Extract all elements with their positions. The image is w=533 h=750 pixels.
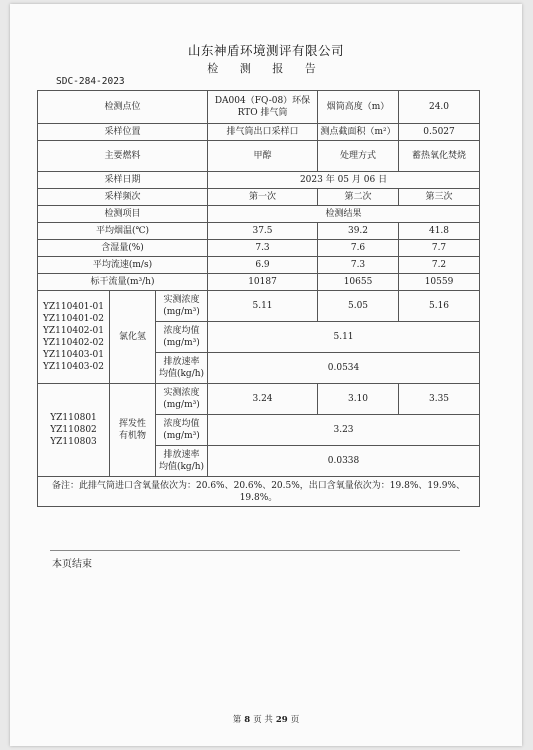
table-row [38,124,480,141]
report-type: 检 测 报 告 [207,62,325,75]
cell-label: 平均流速(m/s) [38,257,208,274]
cell-value: 41.8 [399,223,480,240]
pollutant-name: 氯化氢 [110,291,156,384]
cell-value: 排气筒出口采样口 [208,124,318,141]
cell-value: 3.35 [399,384,480,415]
cell-label: 排放速率 均值(kg/h) [156,353,208,384]
cell-label: 浓度均值 (mg/m³) [156,415,208,446]
table-row [38,141,480,172]
cell-value: DA004（FQ-08）环保RTO 排气筒 [208,91,318,124]
cell-value: 第二次 [318,189,399,206]
table-row [38,172,480,189]
table-row [38,477,480,507]
cell-value: 5.05 [318,291,399,322]
cell-value: 7.6 [318,240,399,257]
report-number: SDC-284-2023 [56,76,125,87]
test-results-table [37,90,480,507]
sample-ids: YZ110801 YZ110802 YZ110803 [38,384,110,477]
table-row [38,384,480,415]
cell-label: 含湿量(%) [38,240,208,257]
sample-ids: YZ110401-01 YZ110401-02 YZ110402-01 YZ110402-02 YZ110403-01 YZ110403-02 [38,291,110,384]
cell-value: 甲醇 [208,141,318,172]
cell-label: 采样位置 [38,124,208,141]
company-name: 山东神盾环境测评有限公司 [187,43,344,58]
cell-label: 实测浓度 (mg/m³) [156,384,208,415]
cell-value: 2023 年 05 月 06 日 [208,172,480,189]
cell-value: 6.9 [208,257,318,274]
cell-value: 7.7 [399,240,480,257]
total-pages: 29 [275,715,288,725]
table-row [38,206,480,223]
cell-label: 浓度均值 (mg/m³) [156,322,208,353]
table-row [38,223,480,240]
table-row [38,189,480,206]
cell-value: 10655 [318,274,399,291]
footer-middle: 页 共 [253,715,273,725]
cell-label: 检测点位 [38,91,208,124]
cell-value: 7.2 [399,257,480,274]
cell-label: 标干流量(m³/h) [38,274,208,291]
cell-label: 检测项目 [38,206,208,223]
cell-value: 第一次 [208,189,318,206]
cell-value: 0.0534 [208,353,480,384]
cell-value: 3.24 [208,384,318,415]
remark: 备注：此排气筒进口含氧量依次为：20.6%、20.6%、20.5%，出口含氧量依次为：19.8%、19.9%、19.8%。 [38,477,480,507]
cell-value: 0.0338 [208,446,480,477]
cell-label: 采样日期 [38,172,208,189]
page-footer [10,713,522,725]
cell-value: 第三次 [399,189,480,206]
page-number: 8 [244,715,251,725]
table-row [38,91,480,124]
footer-prefix: 第 [232,715,242,725]
cell-value: 3.23 [208,415,480,446]
cell-value: 37.5 [208,223,318,240]
cell-value: 0.5027 [399,124,480,141]
cell-value: 检测结果 [208,206,480,223]
table-row [38,274,480,291]
divider [50,550,460,551]
table-row [38,257,480,274]
cell-label: 采样频次 [38,189,208,206]
cell-value: 5.11 [208,322,480,353]
pollutant-name: 挥发性 有机物 [110,384,156,477]
table-row [38,240,480,257]
cell-value: 蓄热氧化焚烧 [399,141,480,172]
cell-label: 烟筒高度（m） [318,91,399,124]
cell-label: 测点截面积（m²） [318,124,399,141]
end-of-page-text: 本页结束 [52,559,92,570]
cell-label: 主要燃料 [38,141,208,172]
cell-value: 3.10 [318,384,399,415]
cell-value: 5.11 [208,291,318,322]
cell-value: 10559 [399,274,480,291]
cell-label: 排放速率 均值(kg/h) [156,446,208,477]
cell-label: 处理方式 [318,141,399,172]
footer-suffix: 页 [290,715,300,725]
table-row [38,291,480,322]
cell-value: 7.3 [318,257,399,274]
cell-value: 10187 [208,274,318,291]
cell-value: 5.16 [399,291,480,322]
report-page [10,4,522,746]
cell-value: 24.0 [399,91,480,124]
cell-label: 实测浓度 (mg/m³) [156,291,208,322]
cell-value: 7.3 [208,240,318,257]
cell-value: 39.2 [318,223,399,240]
cell-label: 平均烟温(℃) [38,223,208,240]
